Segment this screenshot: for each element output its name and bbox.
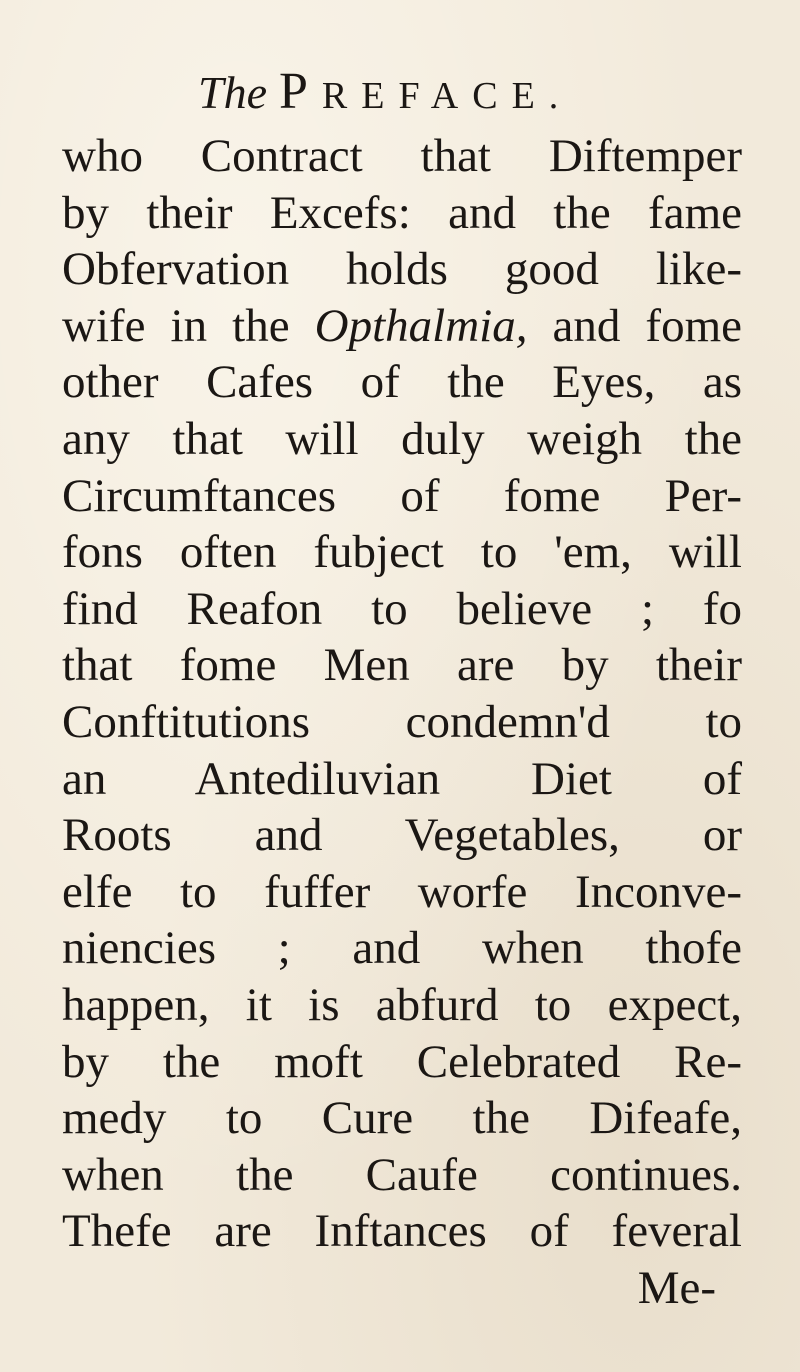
text-line-11: Conftitutions condemn'd to bbox=[62, 695, 742, 748]
text-line-4 bbox=[62, 298, 742, 355]
text-line-6: any that will duly weigh the bbox=[62, 412, 742, 465]
text-line-17: by the moft Celebrated Re- bbox=[62, 1035, 742, 1088]
text-line-5: other Cafes of the Eyes, as bbox=[62, 356, 742, 409]
text-line-13: Roots and Vegetables, or bbox=[62, 809, 742, 862]
text-line-16: happen, it is abfurd to expect, bbox=[62, 978, 742, 1031]
text-line-4-part-3: and fome bbox=[527, 299, 742, 352]
text-line-7: Circumftances of fome Per- bbox=[62, 469, 742, 522]
text-line-1: who Contract that Diftemper bbox=[62, 130, 742, 182]
text-line-3: Obfervation holds good like- bbox=[62, 243, 742, 296]
text-line-10: that fome Men are by their bbox=[62, 639, 742, 692]
body-text bbox=[62, 128, 742, 1316]
text-line-15: niencies ; and when thofe bbox=[62, 922, 742, 975]
text-line-4-part-1: wife in the bbox=[62, 299, 315, 352]
text-line-20: Thefe are Inftances of feveral bbox=[62, 1205, 742, 1258]
header-the: The bbox=[198, 67, 267, 118]
text-line-14: elfe to fuffer worfe Inconve- bbox=[62, 865, 742, 918]
text-line-19: when the Caufe continues. bbox=[62, 1148, 742, 1201]
text-line-2: by their Excefs: and the fame bbox=[62, 186, 742, 239]
text-line-4-italic-term: Opthalmia, bbox=[314, 299, 528, 352]
text-line-12: an Antediluvian Diet of bbox=[62, 752, 742, 805]
text-line-9: find Reafon to believe ; fo bbox=[62, 582, 742, 635]
running-header bbox=[198, 62, 572, 122]
text-line-18: medy to Cure the Difeafe, bbox=[62, 1092, 742, 1145]
header-preface bbox=[279, 63, 573, 120]
header-preface-rest: REFACE. bbox=[321, 75, 573, 117]
catchword: Me- bbox=[637, 1261, 716, 1314]
text-line-8: fons often fubject to 'em, will bbox=[62, 526, 742, 579]
header-preface-initial: P bbox=[279, 63, 322, 120]
